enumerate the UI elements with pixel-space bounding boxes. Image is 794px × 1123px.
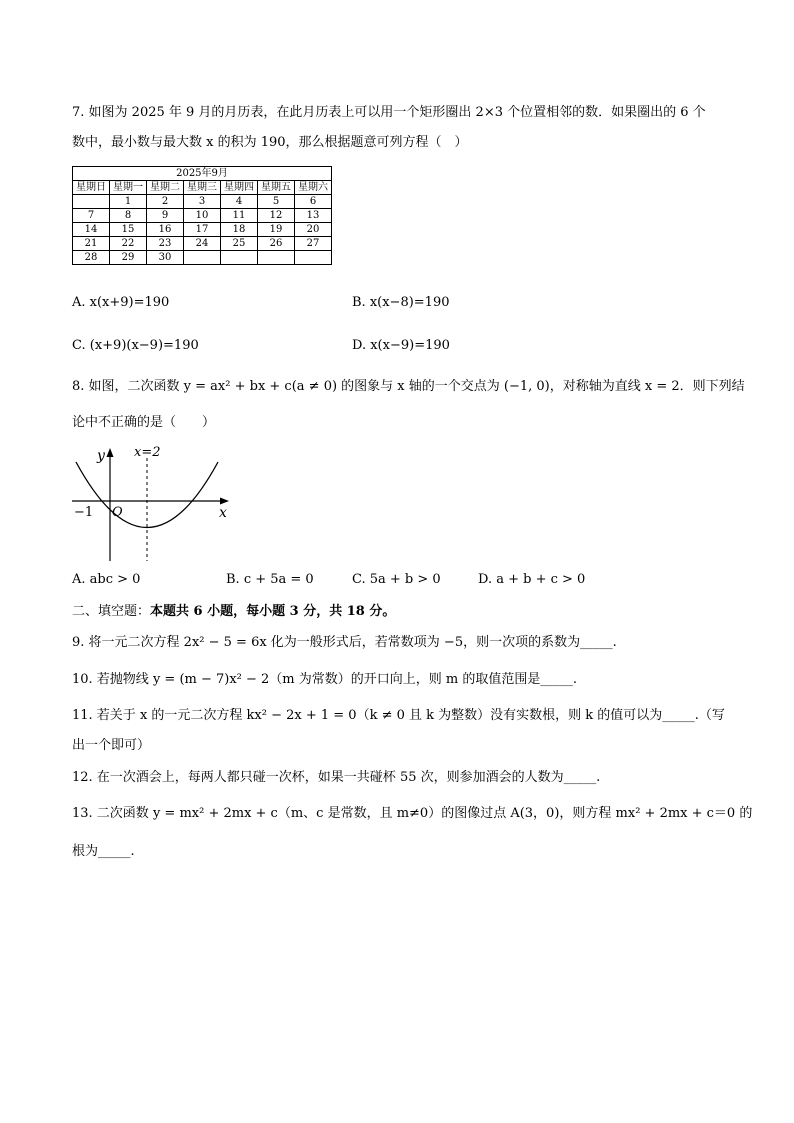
calendar-title: 2025年9月 [73,167,332,181]
calendar-cell [258,251,295,265]
q11-text-line2: 出一个即可） [72,738,151,753]
q7-option-c: C. (x+9)(x−9)=190 [72,338,199,353]
calendar-cell: 30 [147,251,184,265]
q11-text-line1: 11. 若关于 x 的一元二次方程 kx² − 2x + 1 = 0（k ≠ 0 且 k 为整数）没有实数根，则 k 的值可以为_____.（写 [72,708,725,723]
parabola-graph [66,438,236,566]
calendar-cell: 5 [258,195,295,209]
calendar-cell [73,195,110,209]
q7-text-line2: 数中，最小数与最大数 x 的积为 190，那么根据题意可列方程（ ） [72,135,468,150]
calendar-cell: 22 [110,237,147,251]
calendar-row [73,209,332,223]
calendar-row [73,237,332,251]
q7-option-a: A. x(x+9)=190 [72,295,170,310]
calendar-row [73,195,332,209]
calendar-cell: 27 [295,237,332,251]
calendar-cell: 28 [73,251,110,265]
q8-option-c: C. 5a + b > 0 [352,572,441,587]
section-heading [72,603,395,621]
calendar-cell: 10 [184,209,221,223]
calendar-header: 星期五 [258,181,295,195]
calendar-header: 星期一 [110,181,147,195]
q7-option-b: B. x(x−8)=190 [352,295,450,310]
q8-option-b: B. c + 5a = 0 [226,572,314,587]
x-axis-label: x [219,505,227,521]
calendar-header: 星期六 [295,181,332,195]
calendar-cell: 13 [295,209,332,223]
calendar-cell: 1 [110,195,147,209]
calendar-cell: 12 [258,209,295,223]
neg-one-label: −1 [74,505,94,520]
origin-label: O [112,505,123,520]
calendar-table [72,166,332,265]
calendar-cell: 19 [258,223,295,237]
calendar-cell: 2 [147,195,184,209]
symmetry-axis-label: x=2 [134,445,161,460]
q10-text: 10. 若抛物线 y = (m − 7)x² − 2（m 为常数）的开口向上，则 m 的取值范围是_____. [72,672,577,687]
q8-option-a: A. abc > 0 [72,572,141,587]
calendar-cell: 9 [147,209,184,223]
calendar-cell: 3 [184,195,221,209]
calendar-row [73,251,332,265]
y-axis-arrow-icon [107,448,114,457]
calendar-cell: 18 [221,223,258,237]
q8-option-d: D. a + b + c > 0 [478,572,586,587]
calendar-cell: 4 [221,195,258,209]
section-description: 本题共 6 小题，每小题 3 分，共 18 分。 [150,604,396,619]
calendar-header: 星期二 [147,181,184,195]
calendar-cell: 29 [110,251,147,265]
y-axis-label: y [97,448,105,464]
calendar-row [73,223,332,237]
calendar-cell: 11 [221,209,258,223]
q9-text: 9. 将一元二次方程 2x² − 5 = 6x 化为一般形式后，若常数项为 −5，则一次项的系数为_____. [72,635,617,650]
calendar-header: 星期三 [184,181,221,195]
calendar-cell: 25 [221,237,258,251]
calendar-cell [295,251,332,265]
q12-text: 12. 在一次酒会上，每两人都只碰一次杯，如果一共碰杯 55 次，则参加酒会的人数为_____. [72,770,601,785]
calendar-header: 星期四 [221,181,258,195]
calendar-cell: 21 [73,237,110,251]
x-axis-arrow-icon [220,498,229,505]
calendar-cell: 16 [147,223,184,237]
calendar-cell [221,251,258,265]
calendar-cell: 23 [147,237,184,251]
q8-text-line1: 8. 如图，二次函数 y = ax² + bx + c(a ≠ 0) 的图象与 x 轴的一个交点为 (−1, 0)，对称轴为直线 x = 2．则下列结 [72,379,745,394]
calendar-cell: 8 [110,209,147,223]
calendar-cell: 6 [295,195,332,209]
calendar-cell: 7 [73,209,110,223]
q8-text-line2: 论中不正确的是（ ） [72,415,216,430]
q13-text-line2: 根为_____. [72,844,135,859]
section-prefix: 二、填空题： [72,604,151,619]
calendar-cell: 24 [184,237,221,251]
calendar-header: 星期日 [73,181,110,195]
calendar-cell: 20 [295,223,332,237]
calendar-cell: 15 [110,223,147,237]
calendar-cell [184,251,221,265]
q7-option-d: D. x(x−9)=190 [352,338,450,353]
calendar-cell: 17 [184,223,221,237]
calendar-cell: 14 [73,223,110,237]
q7-text-line1: 7. 如图为 2025 年 9 月的月历表，在此月历表上可以用一个矩形圈出 2×3 个位置相邻的数．如果圈出的 6 个 [72,105,706,120]
calendar-cell: 26 [258,237,295,251]
q13-text-line1: 13. 二次函数 y = mx² + 2mx + c（m、c 是常数，且 m≠0）的图像过点 A(3，0)，则方程 mx² + 2mx + c＝0 的 [72,806,753,821]
